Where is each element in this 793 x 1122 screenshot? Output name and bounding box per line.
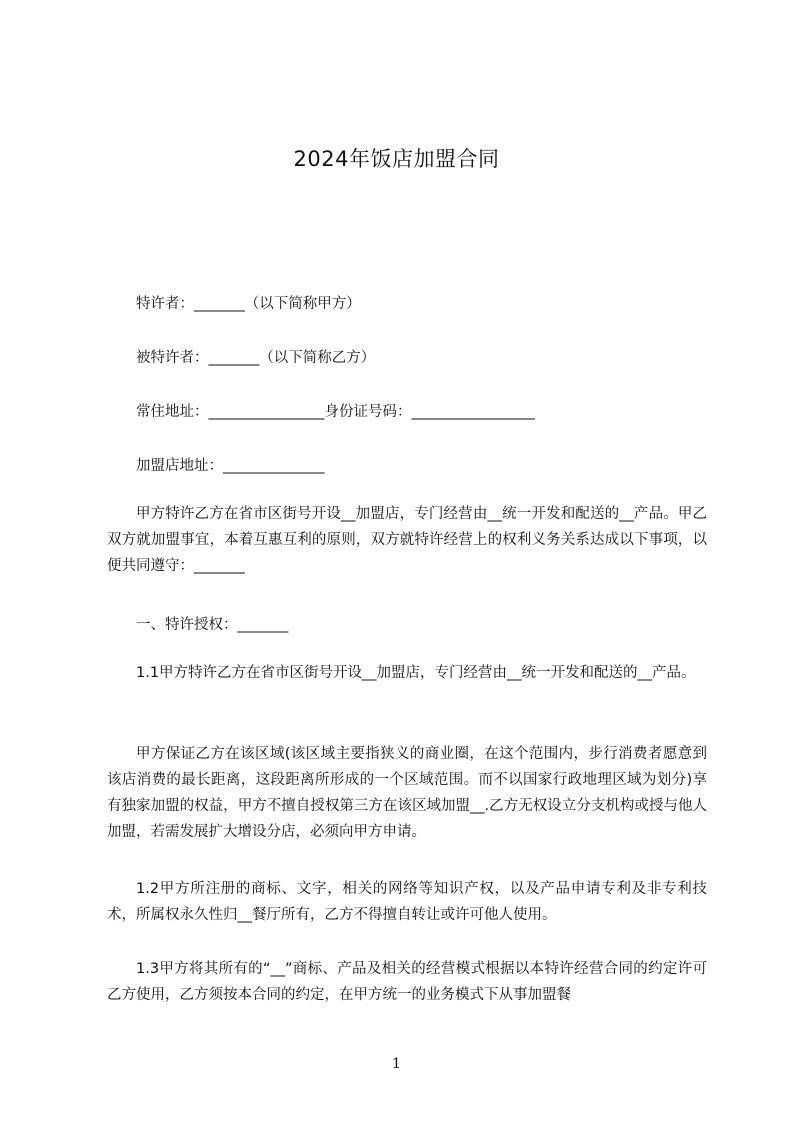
franchisee-field: 被特许者：_______（以下简称乙方） xyxy=(136,350,376,366)
clause-1-1-detail: 甲方保证乙方在该区域(该区域主要指狭义的商业圈，在这个范围内，步行消费者愿意到该店消费的最长距离，这段距离所形成的一个区域范围。而不以国家行政地理区域为划分)享有独家加盟的权益，甲方不擅自授权第三方在该区域加盟__.乙方无权设立分支机构或授与他人加盟，若需发展扩大增设分店，必须向甲方申请。 xyxy=(107,746,707,840)
address-id-field: 常住地址：________________身份证号码：_________________ xyxy=(136,404,535,420)
section-1-heading: 一、特许授权：_______ xyxy=(136,617,289,633)
franchisor-field: 特许者：_______（以下简称甲方） xyxy=(136,296,361,312)
clause-1-1: 1.1甲方特许乙方在省市区街号开设__加盟店，专门经营由__统一开发和配送的__产品。 xyxy=(136,665,696,681)
page-number: 1 xyxy=(392,1056,401,1072)
store-address-field: 加盟店地址：______________ xyxy=(136,458,325,474)
document-title: 2024年饭店加盟合同 xyxy=(293,147,500,171)
intro-paragraph: 甲方特许乙方在省市区街号开设__加盟店，专门经营由__统一开发和配送的__产品。甲乙双方就加盟事宜，本着互惠互利的原则，双方就特许经营上的权利义务关系达成以下事项，以便共同遵守：_______ xyxy=(107,506,707,574)
clause-1-3: 1.3甲方将其所有的“__”商标、产品及相关的经营模式根据以本特许经营合同的约定许可乙方使用，乙方须按本合同的约定，在甲方统一的业务模式下从事加盟餐 xyxy=(107,961,707,1003)
clause-1-2: 1.2甲方所注册的商标、文字，相关的网络等知识产权，以及产品申请专利及非专利技术，所属权永久性归__餐厅所有，乙方不得擅自转让或许可他人使用。 xyxy=(107,881,707,923)
